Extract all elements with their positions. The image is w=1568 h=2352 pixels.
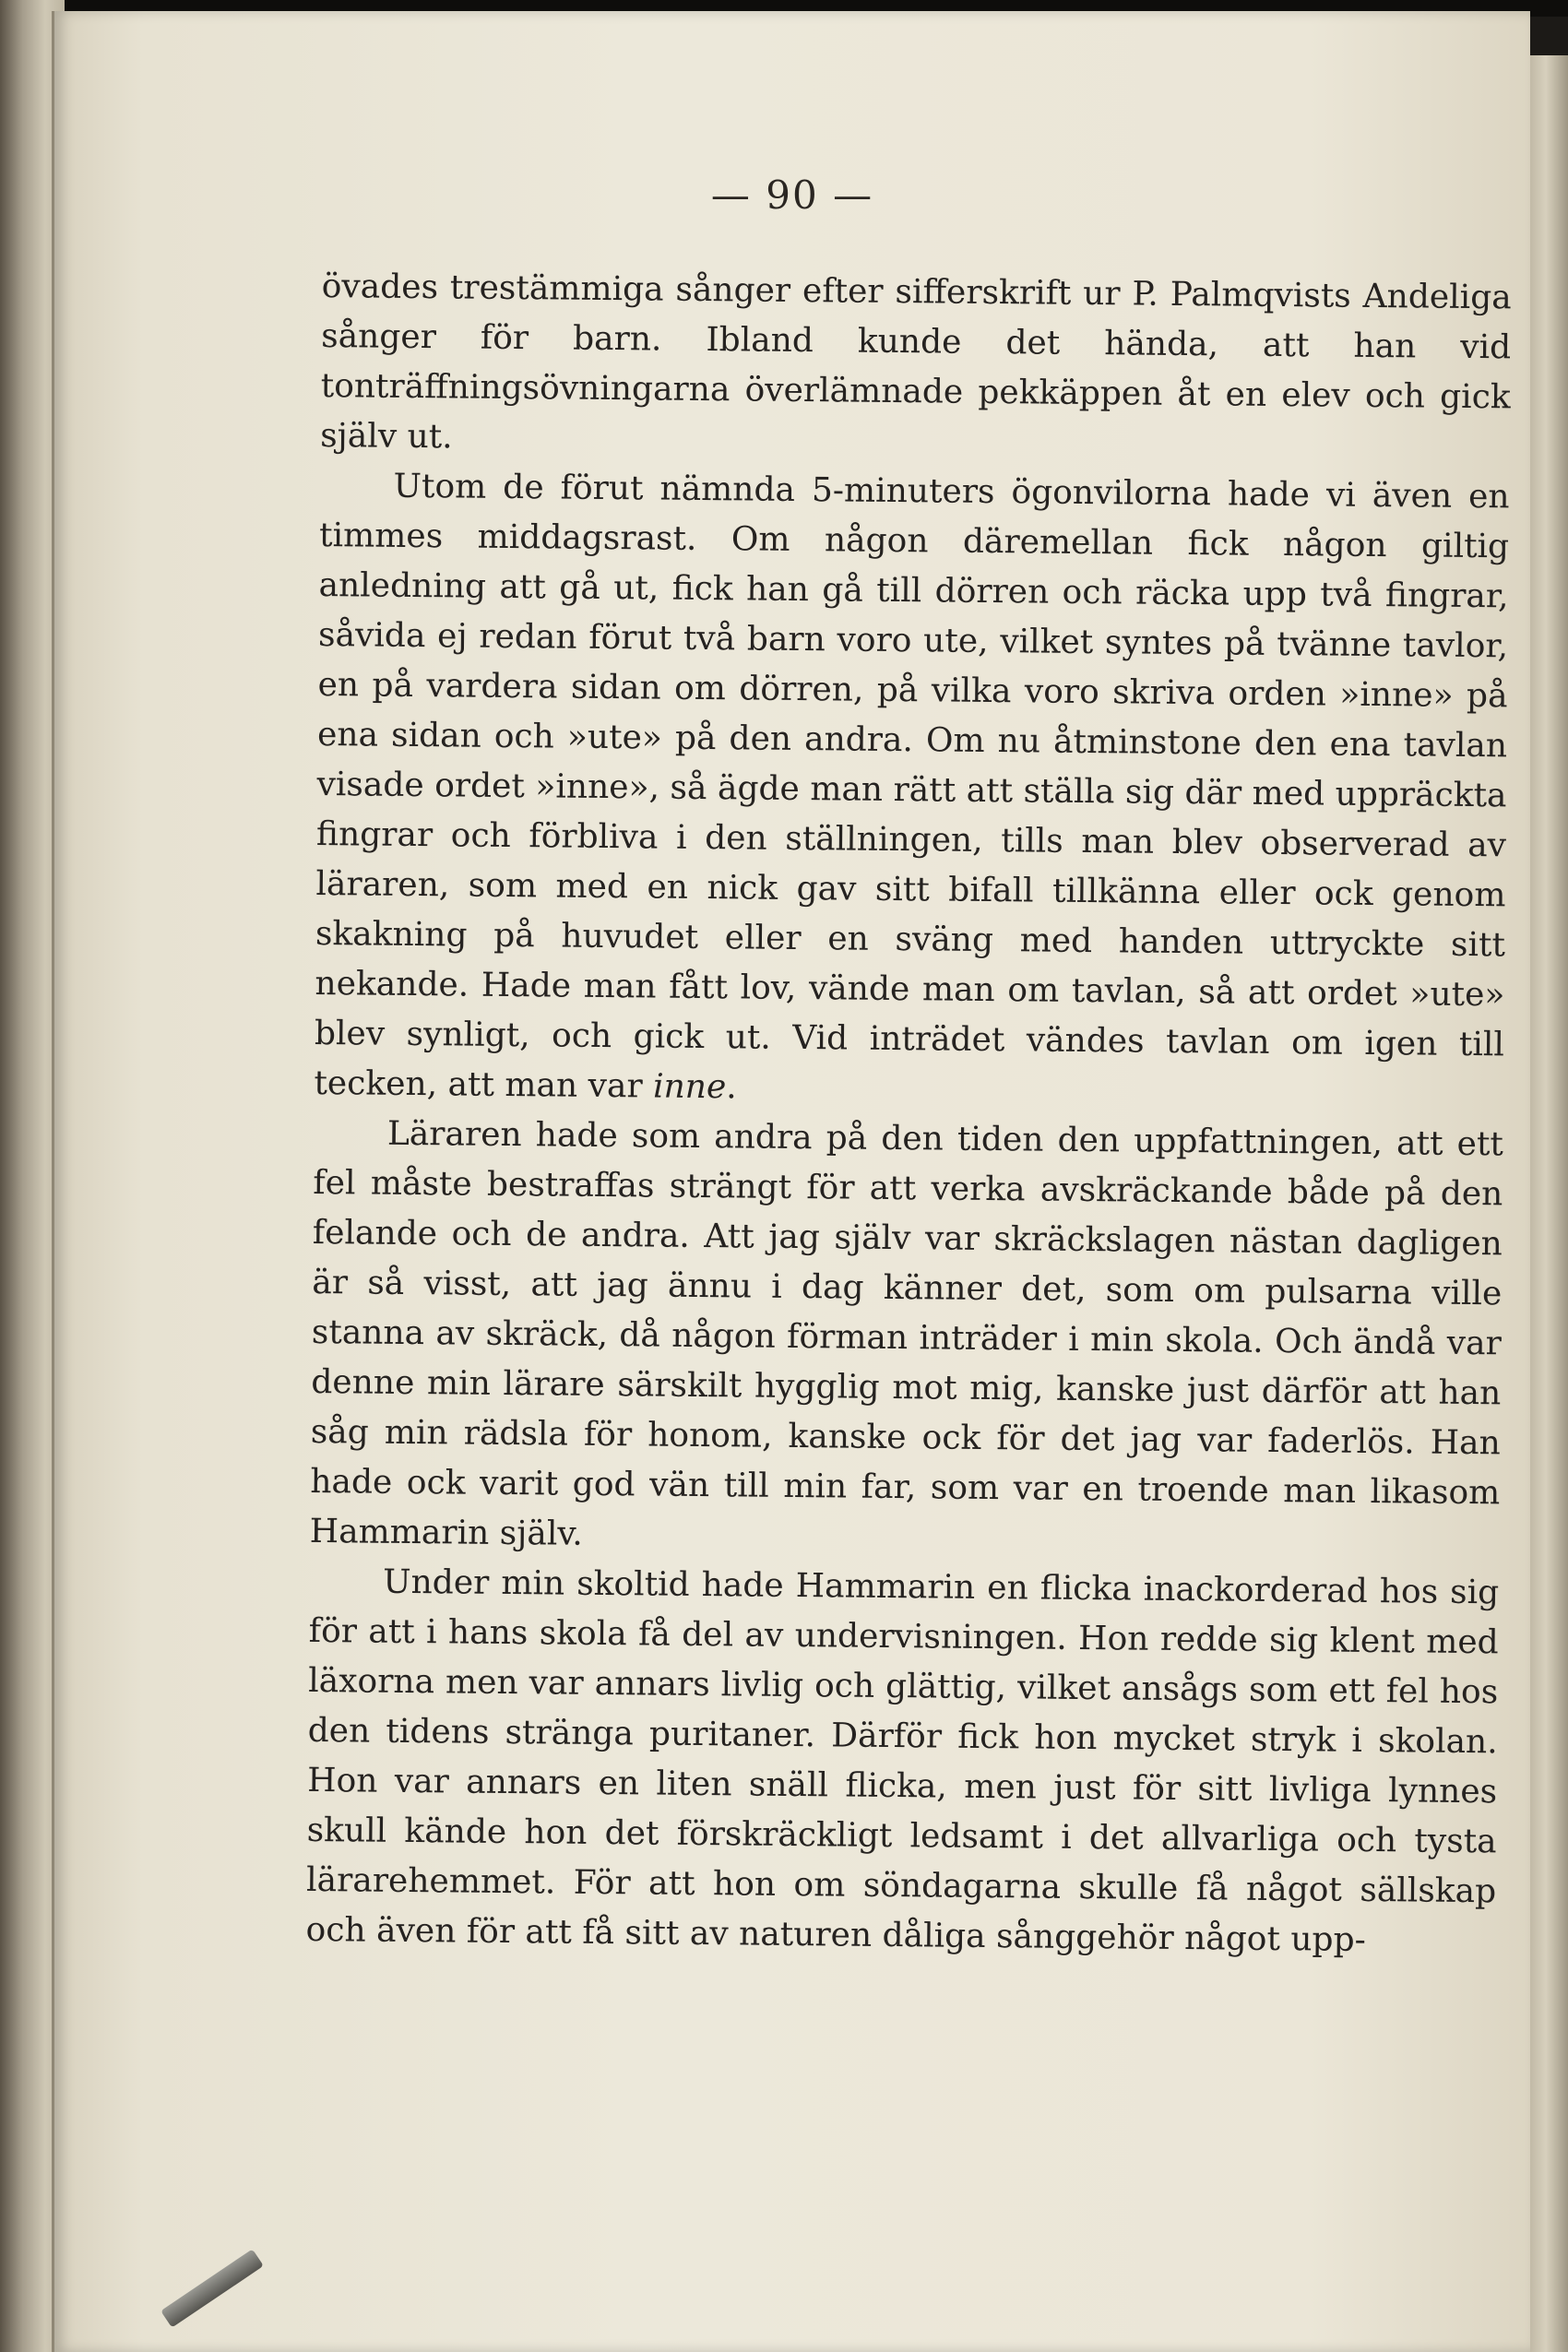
paragraph-3-text: Läraren hade som andra på den tiden den uppfattningen, att ett fel måste bestraffas strängt för att verka avskräckande både på den felande och de andra. Att jag själv var skräckslagen nästan dagligen är så visst, att jag ännu i dag känner det, som om pulsarna ville stanna av skräck, då någon förman inträder i min skola. Och ändå var denne min lärare särskilt hygglig mot mig, kanske just därför att han såg min rädsla för honom, kanske ock för det jag var faderlös. Han hade ock varit god vän till min far, som var en troende man likasom Hammarin själv. [309, 1114, 1504, 1553]
body-text [305, 262, 1512, 1966]
paragraph-4-text: Under min skoltid hade Hammarin en flicka inackorderad hos sig för att i hans skola få del av undervisningen. Hon redde sig klent med läxorna men var annars livlig och glättig, vilket ansågs som ett fel hos den tidens stränga puritaner. Därför fick hon mycket stryk i skolan. Hon var annars en liten snäll flicka, men just för sitt livliga lynnes skull kände hon det förskräckligt ledsamt i det allvarliga och tysta lärarehemmet. För att hon om söndagarna skulle få något sällskap och även för att få sitt av naturen dåliga sånggehör något upp- [305, 1562, 1500, 1959]
paragraph-1-text: övades trestämmiga sånger efter sifferskrift ur P. Palmqvists Andeliga sånger för barn. Ibland kunde det hända, att han vid tonträffningsövningarna överlämnade pekkäppen åt en elev och gick själv ut. [319, 267, 1512, 457]
paragraph-2-end: . [726, 1068, 737, 1107]
underlying-page-right [1524, 55, 1568, 2352]
page-number: — 90 — [710, 172, 874, 218]
book-page [52, 11, 1530, 2352]
paragraph-2 [314, 461, 1510, 1120]
paragraph-2-italic-word: inne [652, 1067, 727, 1107]
paragraph-4 [305, 1557, 1499, 1966]
paragraph-2-text: Utom de förut nämnda 5-minuters ögonvilorna hade vi även en timmes middagsrast. Om någon däremellan fick någon giltig anledning att gå ut, fick han gå till dörren och räcka upp två fingrar, såvida ej redan förut två barn voro ute, vilket syntes på tvänne tavlor, en på vardera sidan om dörren, på vilka voro skriva orden »inne» på ena sidan och »ute» på den andra. Om nu åtminstone den ena tavlan visade ordet »inne», så ägde man rätt att ställa sig där med uppräckta fingrar och förbliva i den ställningen, tills man blev observerad av läraren, som med en nick gav sitt bifall tillkänna eller ock genom skakning på huvudet eller en sväng med handen uttryckte sitt nekande. Hade man fått lov, vände man om tavlan, så att ordet »ute» blev synligt, och gick ut. Vid inträdet vändes tavlan om igen till tecken, att man var [314, 467, 1510, 1106]
paragraph-1 [320, 262, 1512, 472]
paragraph-3 [310, 1109, 1504, 1568]
